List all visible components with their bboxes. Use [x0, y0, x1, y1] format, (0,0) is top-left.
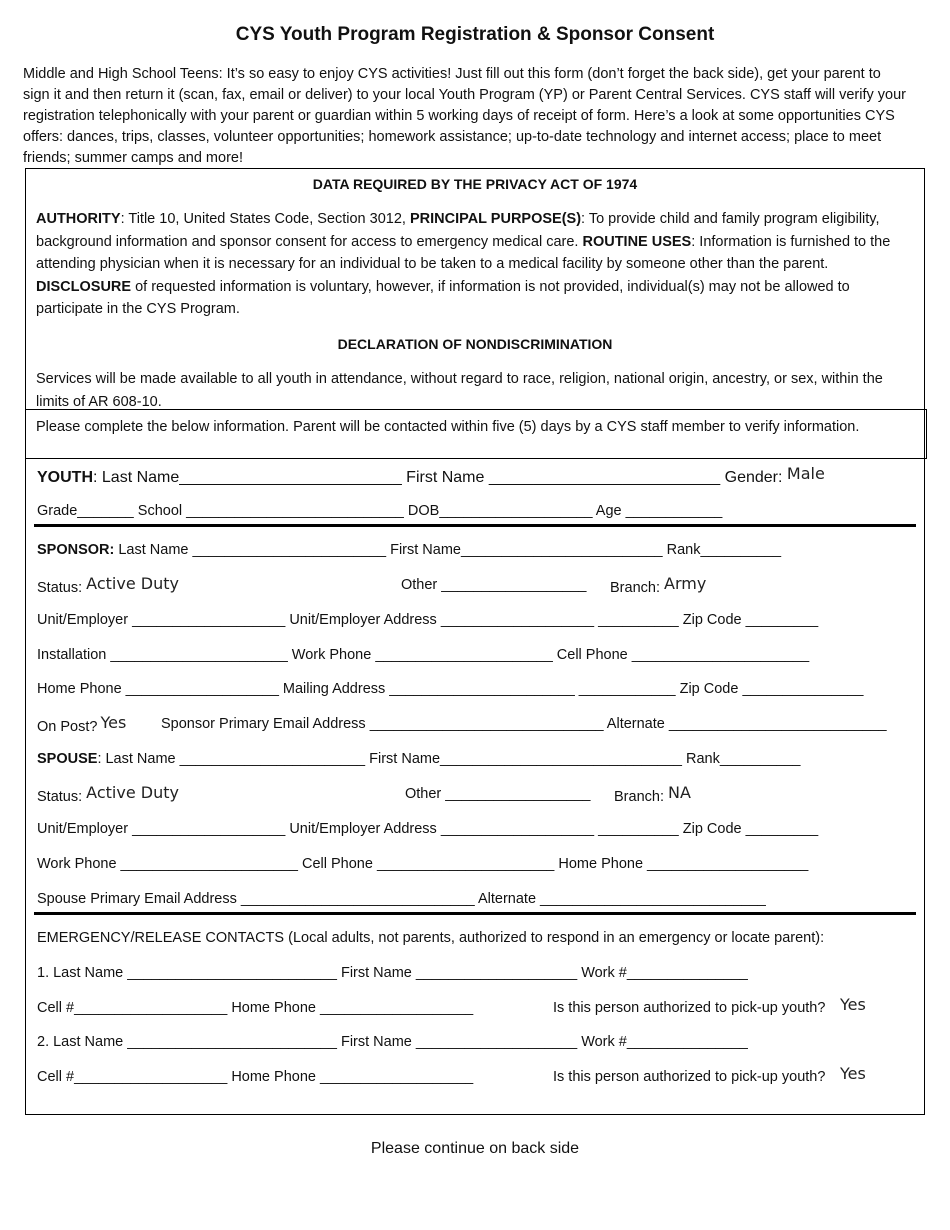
spouse-name-row[interactable] [37, 751, 800, 767]
youth-grade-row[interactable]: Grade_______ School ___________________________ DOB___________________ Age ____________ [37, 503, 723, 519]
contact1-phone-row[interactable]: Cell #___________________ Home Phone ___________________ [37, 1000, 474, 1016]
uses-text: : Information is furnished to the attending physician when it is necessary for an individual to be taken to a medical facility by someone other than the parent. [36, 233, 891, 272]
spouse-branch-label: Branch: [614, 789, 668, 805]
disclosure-label: DISCLOSURE [36, 278, 132, 295]
youth-name-row[interactable] [37, 464, 825, 487]
onpost-value[interactable]: Yes [100, 713, 127, 732]
authority-text: : Title 10, United States Code, Section 3012, [120, 211, 410, 227]
spouse-email-row[interactable]: Spouse Primary Email Address _____________________________ Alternate ____________________________ [37, 891, 766, 907]
spouse-branch-value[interactable]: NA [668, 783, 691, 802]
uses-label: ROUTINE USES [582, 233, 692, 250]
spouse-other-field[interactable]: Other __________________ [405, 786, 591, 802]
notice-text: Please complete the below information. Parent will be contacted within five (5) days by a CYS staff member to verify information. [36, 419, 860, 435]
contact2-auth-question: Is this person authorized to pick-up youth? [553, 1069, 826, 1085]
spouse-status-label: Status: [37, 789, 87, 805]
sponsor-other-field[interactable]: Other __________________ [401, 577, 587, 593]
sponsor-branch-row[interactable] [610, 574, 707, 596]
sponsor-onpost-row[interactable] [37, 713, 127, 735]
youth-gender-value[interactable]: Male [786, 464, 825, 483]
notice-box [25, 409, 927, 459]
sponsor-status-row[interactable] [37, 574, 179, 596]
contact2-auth-text[interactable]: Yes [840, 1064, 866, 1083]
nondiscrimination-text: Services will be made available to all youth in attendance, without regard to race, religion, national origin, ancestry, or sex, within the limits of AR 608-10. [36, 371, 883, 408]
privacy-text [36, 208, 914, 321]
contact1-auth-question: Is this person authorized to pick-up youth? [553, 1000, 826, 1016]
contact2-name-row[interactable]: 2. Last Name __________________________ First Name ____________________ Work #_______________ [37, 1034, 748, 1050]
emergency-heading: EMERGENCY/RELEASE CONTACTS (Local adults, not parents, authorized to respond in an emergency or locate parent): [37, 930, 825, 946]
contact2-phone-row[interactable]: Cell #___________________ Home Phone ___________________ [37, 1069, 474, 1085]
contact2-auth-value[interactable] [840, 1064, 866, 1086]
sponsor-label: SPONSOR: [37, 542, 115, 558]
contact1-auth-text[interactable]: Yes [840, 995, 866, 1014]
authority-label: AUTHORITY [36, 211, 121, 227]
section-divider [34, 524, 916, 527]
sponsor-installation-row[interactable]: Installation ______________________ Work Phone ______________________ Cell Phone ______________________ [37, 647, 810, 663]
continue-note: Please continue on back side [370, 1140, 580, 1157]
sponsor-status-label: Status: [37, 580, 87, 596]
spouse-name-fields[interactable]: : Last Name _______________________ First Name______________________________ Rank__________ [97, 751, 801, 767]
onpost-label: On Post? [37, 719, 98, 735]
sponsor-home-row[interactable]: Home Phone ___________________ Mailing Address _______________________ ____________ Zip Code _______________ [37, 681, 864, 697]
spouse-status-value[interactable]: Active Duty [86, 783, 179, 802]
form-title: CYS Youth Program Registration & Sponsor Consent [235, 24, 715, 45]
sponsor-branch-label: Branch: [610, 580, 664, 596]
sponsor-name-fields[interactable]: Last Name ________________________ First Name_________________________ Rank__________ [114, 542, 782, 558]
sponsor-email-row[interactable]: Sponsor Primary Email Address _____________________________ Alternate ___________________________ [161, 716, 887, 732]
spouse-phone-row[interactable]: Work Phone ______________________ Cell Phone ______________________ Home Phone ____________________ [37, 856, 809, 872]
spouse-branch-row[interactable] [614, 783, 691, 805]
youth-name-fields[interactable]: : Last Name_________________________ First Name __________________________ Gender: [93, 469, 787, 486]
contact1-name-row[interactable]: 1. Last Name __________________________ First Name ____________________ Work #_______________ [37, 965, 748, 981]
nondiscrimination-heading: DECLARATION OF NONDISCRIMINATION [337, 336, 613, 352]
sponsor-status-value[interactable]: Active Duty [86, 574, 179, 593]
spouse-unit-row[interactable]: Unit/Employer ___________________ Unit/Employer Address ___________________ __________ Zip Code _________ [37, 821, 819, 837]
disclosure-text: of requested information is voluntary, however, if information is not provided, individual(s) may not be allowed to participate in the CYS Program. [36, 278, 850, 317]
privacy-heading: DATA REQUIRED BY THE PRIVACY ACT OF 1974 [312, 176, 638, 192]
contact1-auth-value[interactable] [840, 995, 866, 1017]
spouse-status-row[interactable] [37, 783, 179, 805]
section-divider [34, 912, 916, 915]
purpose-text: : To provide child and family program eligibility, background information and sponsor consent for access to emergency medical care. [36, 211, 880, 250]
spouse-label: SPOUSE [37, 751, 98, 767]
privacy-section [25, 168, 925, 408]
purpose-label: PRINCIPAL PURPOSE(S) [409, 211, 582, 227]
intro-paragraph: Middle and High School Teens: It’s so easy to enjoy CYS activities! Just fill out this form (don’t forget the back side), get your parent to sign it and then return it (scan, fax, email or deliver) to your local Youth Program (YP) or Parent Central Services. CYS staff will verify your registration telephonically with your parent or guardian within 5 working days of receipt of form. Here’s a look at some opportunities CYS offers: dances, trips, classes, volunteer opportunities; homework assistance; up-to-date technology and internet access; place to meet friends; summer camps and more! [23, 66, 906, 166]
youth-label: YOUTH [37, 469, 93, 486]
sponsor-unit-row[interactable]: Unit/Employer ___________________ Unit/Employer Address ___________________ __________ Zip Code _________ [37, 612, 819, 628]
sponsor-branch-value[interactable]: Army [664, 574, 707, 593]
sponsor-name-row[interactable] [37, 542, 781, 558]
